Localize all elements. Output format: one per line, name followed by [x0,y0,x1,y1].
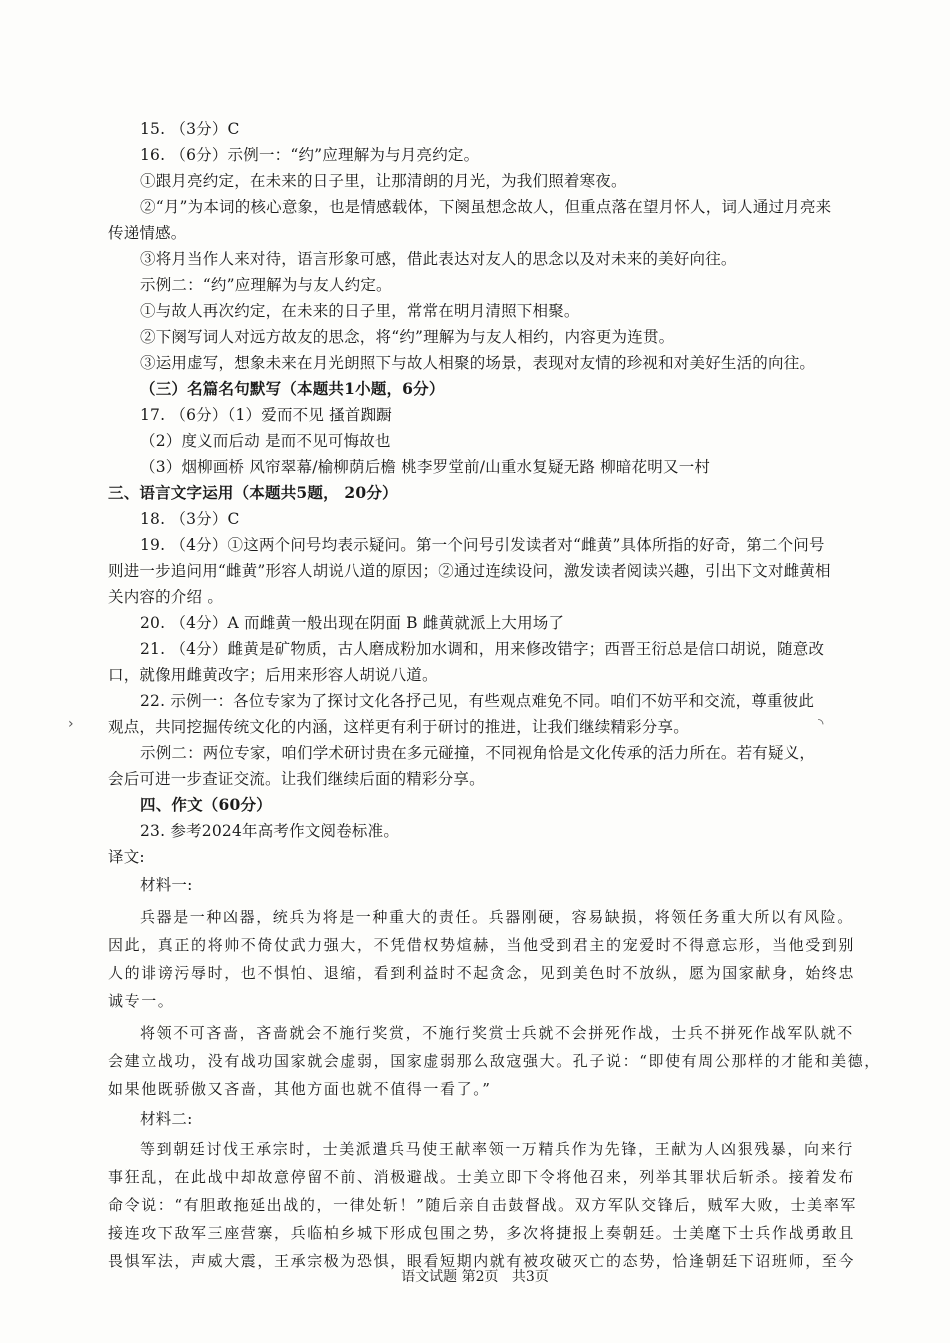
answer-q16-example1-point2-line2: 传递情感。 [108,224,187,242]
answer-q17-3: （3）烟柳画桥 风帘翠幕/榆柳荫后檐 桃李罗堂前/山重水复疑无路 柳暗花明又一村 [140,458,711,476]
material1-p2-line3: 如果他既骄傲又吝啬，其他方面也就不值得一看了。” [108,1080,492,1098]
footer-subject: 语文试题 [401,1269,458,1285]
material1-p2-line2: 会建立战功，没有战功国家就会虚弱，国家虚弱那么敌寇强大。孔子说：“即使有周公那样的才能和美德， [108,1052,881,1070]
translation-heading: 译文: [108,848,145,866]
answer-q22-line1: 22. 示例一：各位专家为了探讨文化各抒己见，有些观点难免不同。咱们不妨平和交流，尊重彼此 [140,692,815,710]
answer-q19-line3: 关内容的介绍 。 [108,588,224,606]
material2-line1: 等到朝廷讨伐王承宗时，士美派遣兵马使王献率领一万精兵作为先锋，王献为人凶狠残暴，向来行 [140,1140,854,1158]
answer-q22-example2-line2: 会后可进一步查证交流。让我们继续后面的精彩分享。 [108,770,485,788]
material1-title: 材料一: [140,876,193,894]
answer-q22-line2: 观点，共同挖掘传统文化的内涵，这样更有利于研讨的推进，让我们继续精彩分享。 [108,718,689,736]
section3-heading: （三）名篇名句默写（本题共1小题，6分） [140,379,445,398]
answer-q16-example2-point1: ①与故人再次约定，在未来的日子里，常常在明月清照下相聚。 [140,302,580,320]
answer-q23: 23. 参考2024年高考作文阅卷标准。 [140,822,400,840]
answer-q16-example2-point3: ③运用虚写，想象未来在月光朗照下与故人相聚的场景，表现对友情的珍视和对美好生活的向往。 [140,354,816,372]
scan-mark-right: ◝ [818,716,824,732]
material1-p1-line3: 人的诽谤污辱时，也不惧怕、退缩，看到利益时不起贪念，见到美色时不放纵，愿为国家献身，始终忠 [108,964,856,982]
answer-q17-1: 17. （6分）（1）爱而不见 搔首踟蹰 [140,406,392,424]
part3-heading: 三、语言文字运用（本题共5题， 20分） [108,483,398,502]
material1-p1-line4: 诚专一。 [108,992,175,1010]
answer-q21-line2: 口，就像用雌黄改字；后用来形容人胡说八道。 [108,666,438,684]
page-footer [0,1266,950,1288]
material2-title: 材料二: [140,1110,193,1128]
answer-q19-line2: 则进一步追问用“雌黄”形容人胡说八道的原因；②通过连续设问，激发读者阅读兴趣，引出下文对雌黄相 [108,562,831,580]
material2-line2: 事狂乱，在此战中却故意停留不前、消极避战。士美立即下令将他召来，列举其罪状后斩杀。接着发布 [108,1168,856,1186]
answer-q21-line1: 21. （4分）雌黄是矿物质，古人磨成粉加水调和，用来修改错字；西晋王衍总是信口胡说，随意改 [140,640,825,658]
material2-line5: 畏惧军法，声威大震，王承宗极为恐惧，眼看短期内就有被攻破灭亡的态势，恰逢朝廷下诏班师，至今 [108,1252,856,1270]
answer-q19-line1: 19. （4分）①这两个问号均表示疑问。第一个问号引发读者对“雌黄”具体所指的好奇，第二个问号 [140,536,825,554]
footer-total-pages: 共3页 [511,1269,549,1285]
answer-q16-example1-point1: ①跟月亮约定，在未来的日子里，让那清朗的月光，为我们照着寒夜。 [140,172,627,190]
scan-mark-left: › [68,716,74,732]
part4-heading: 四、作文（60分） [140,795,272,814]
answer-q15: 15. （3分）C [140,120,240,138]
material1-p1-line2: 因此，真正的将帅不倚仗武力强大，不凭借权势煊赫，当他受到君主的宠爱时不得意忘形，当他受到别 [108,936,856,954]
footer-page-number: 第2页 [461,1269,499,1285]
material2-line3: 命令说：“有胆敢拖延出战的，一律处斩！”随后亲自击鼓督战。双方军队交锋后，贼军大败，士美率军 [108,1196,857,1214]
answer-q18: 18. （3分）C [140,510,240,528]
answer-q16-example2-heading: 示例二：“约”应理解为与友人约定。 [140,276,392,294]
material2-line4: 接连攻下敌军三座营寨，兵临柏乡城下形成包围之势，多次将捷报上奏朝廷。士美麾下士兵作战勇敢且 [108,1224,856,1242]
answer-q17-2: （2）度义而后动 是而不见可悔故也 [140,432,391,450]
answer-q20: 20. （4分）A 而雌黄一般出现在阴面 B 雌黄就派上大用场了 [140,614,565,632]
answer-q22-example2-line1: 示例二：两位专家，咱们学术研讨贵在多元碰撞，不同视角恰是文化传承的活力所在。若有疑义， [140,744,816,762]
material1-p1-line1: 兵器是一种凶器，统兵为将是一种重大的责任。兵器刚硬，容易缺损，将领任务重大所以有风险。 [140,908,854,926]
material1-p2-line1: 将领不可吝啬，吝啬就会不施行奖赏，不施行奖赏士兵就不会拼死作战，士兵不拼死作战军队就不 [140,1024,854,1042]
answer-q16-example1-point2-line1: ②“月”为本词的核心意象，也是情感载体，下阕虽想念故人，但重点落在望月怀人，词人通过月亮来 [140,198,832,216]
answer-q16-example1-point3: ③将月当作人来对待，语言形象可感，借此表达对友人的思念以及对未来的美好向往。 [140,250,737,268]
answer-q16-example2-point2: ②下阕写词人对远方故友的思念，将“约”理解为与友人相约，内容更为连贯。 [140,328,675,346]
answer-q16-heading: 16. （6分）示例一：“约”应理解为与月亮约定。 [140,146,480,164]
